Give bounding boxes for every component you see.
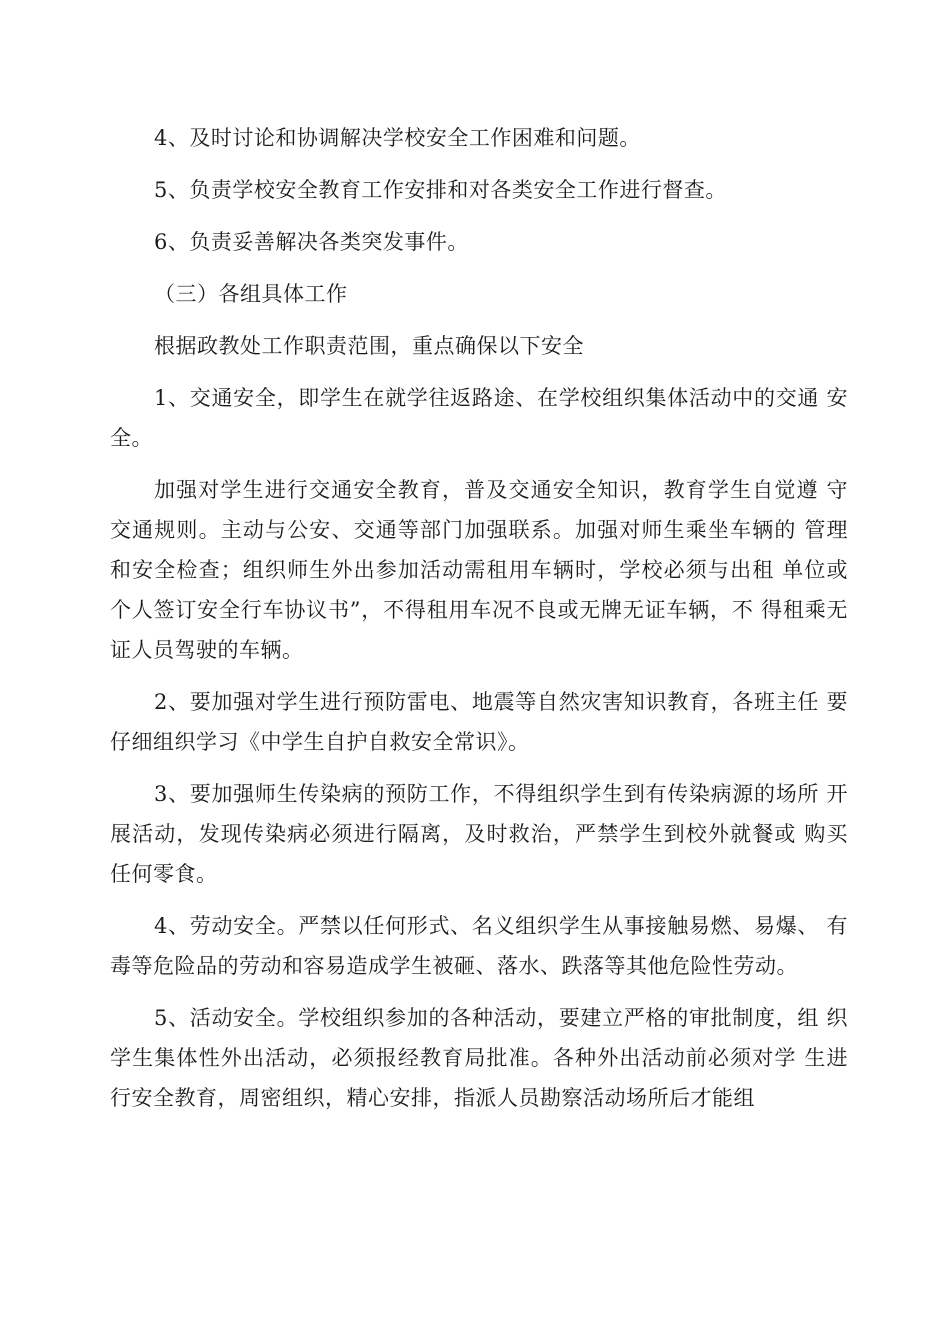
document-page (110, 118, 848, 1118)
paragraph-disaster-education: 2、要加强对学生进行预防雷电、地震等自然灾害知识教育，各班主任 要仔细组织学习《中学生自护自救安全常识》。 (110, 690, 848, 754)
paragraph-duty-6: 6、负责妥善解决各类突发事件。 (154, 230, 469, 254)
paragraph-traffic-education: 加强对学生进行交通安全教育，普及交通安全知识，教育学生自觉遵 守交通规则。主动与公安、交通等部门加强联系。加强对师生乘坐车辆的 管理和安全检查；组织师生外出参加活动需租用车辆时，学校必须与出租 单位或个人签订安全行车协议书”，不得租用车况不良或无牌无证车辆，不 得租乘无证人员驾驶的车辆。 (110, 478, 848, 662)
section-heading: （三）各组具体工作 (154, 282, 348, 306)
paragraph-labor-safety: 4、劳动安全。严禁以任何形式、名义组织学生从事接触易燃、易爆、 有毒等危险品的劳动和容易造成学生被砸、落水、跌落等其他危险性劳动。 (110, 914, 848, 978)
paragraph-duty-4: 4、及时讨论和协调解决学校安全工作困难和问题。 (154, 126, 641, 150)
paragraph-disease-prevention: 3、要加强师生传染病的预防工作，不得组织学生到有传染病源的场所 开展活动，发现传染病必须进行隔离，及时救治，严禁学生到校外就餐或 购买任何零食。 (110, 782, 848, 886)
paragraph-duty-5: 5、负责学校安全教育工作安排和对各类安全工作进行督查。 (154, 178, 727, 202)
paragraph-activity-safety: 5、活动安全。学校组织参加的各种活动，要建立严格的审批制度，组 织学生集体性外出活动，必须报经教育局批准。各种外出活动前必须对学 生进行安全教育，周密组织，精心安排，指派人员勘察活动场所后才能组 (110, 1006, 848, 1110)
paragraph-traffic-safety: 1、交通安全，即学生在就学往返路途、在学校组织集体活动中的交通 安全。 (110, 386, 848, 450)
paragraph-intro: 根据政教处工作职责范围，重点确保以下安全 (154, 334, 584, 358)
